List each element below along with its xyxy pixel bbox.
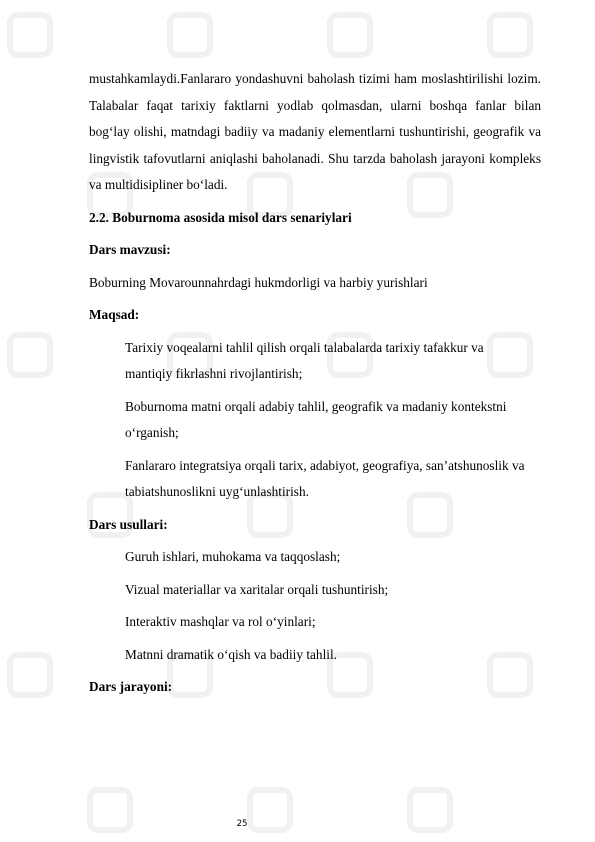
page-number: 25 [236, 819, 248, 829]
goal-list [89, 335, 541, 506]
goal-heading: Maqsad: [89, 307, 140, 322]
method-item: Matnni dramatik o‘qish va badiiy tahlil. [125, 646, 337, 662]
document-page [89, 66, 541, 701]
intro-paragraph: mustahkamlaydi.Fanlararo yondashuvni baholash tizimi ham moslashtirilishi lozim. Talabalar faqat tarixiy faktlarni yodlab qolmasdan, ularni boshqa fanlar bilan bog‘lay olishi, matndagi badiiy va madaniy elementlarni tushuntirishi, geografik va lingvistik tafovutlarni aniqlashi baholanadi. Shu tarzda baholash jarayoni kompleks va multidisipliner bo‘ladi. [89, 71, 541, 192]
goal-item: Fanlararo integratsiya orqali tarix, adabiyot, geografiya, san’atshunoslik va tabiatshunoslikni uyg‘unlashtirish. [125, 457, 525, 499]
process-heading: Dars jarayoni: [89, 679, 173, 694]
topic-heading: Dars mavzusi: [89, 242, 171, 257]
methods-list [89, 544, 541, 668]
method-item: Interaktiv mashqlar va rol o‘yinlari; [125, 614, 316, 629]
section-heading: 2.2. Boburnoma asosida misol dars senariylari [89, 209, 352, 225]
goal-item: Boburnoma matni orqali adabiy tahlil, geografik va madaniy kontekstni o‘rganish; [125, 398, 507, 440]
methods-heading: Dars usullari: [89, 516, 168, 532]
method-item: Guruh ishlari, muhokama va taqqoslash; [125, 549, 341, 564]
goal-item: Tarixiy voqealarni tahlil qilish orqali talabalarda tarixiy tafakkur va mantiqiy fikrlashni rivojlantirish; [125, 339, 484, 381]
method-item: Vizual materiallar va xaritalar orqali tushuntirish; [125, 581, 389, 597]
topic-text: Boburning Movarounnahrdagi hukmdorligi va harbiy yurishlari [89, 274, 428, 290]
